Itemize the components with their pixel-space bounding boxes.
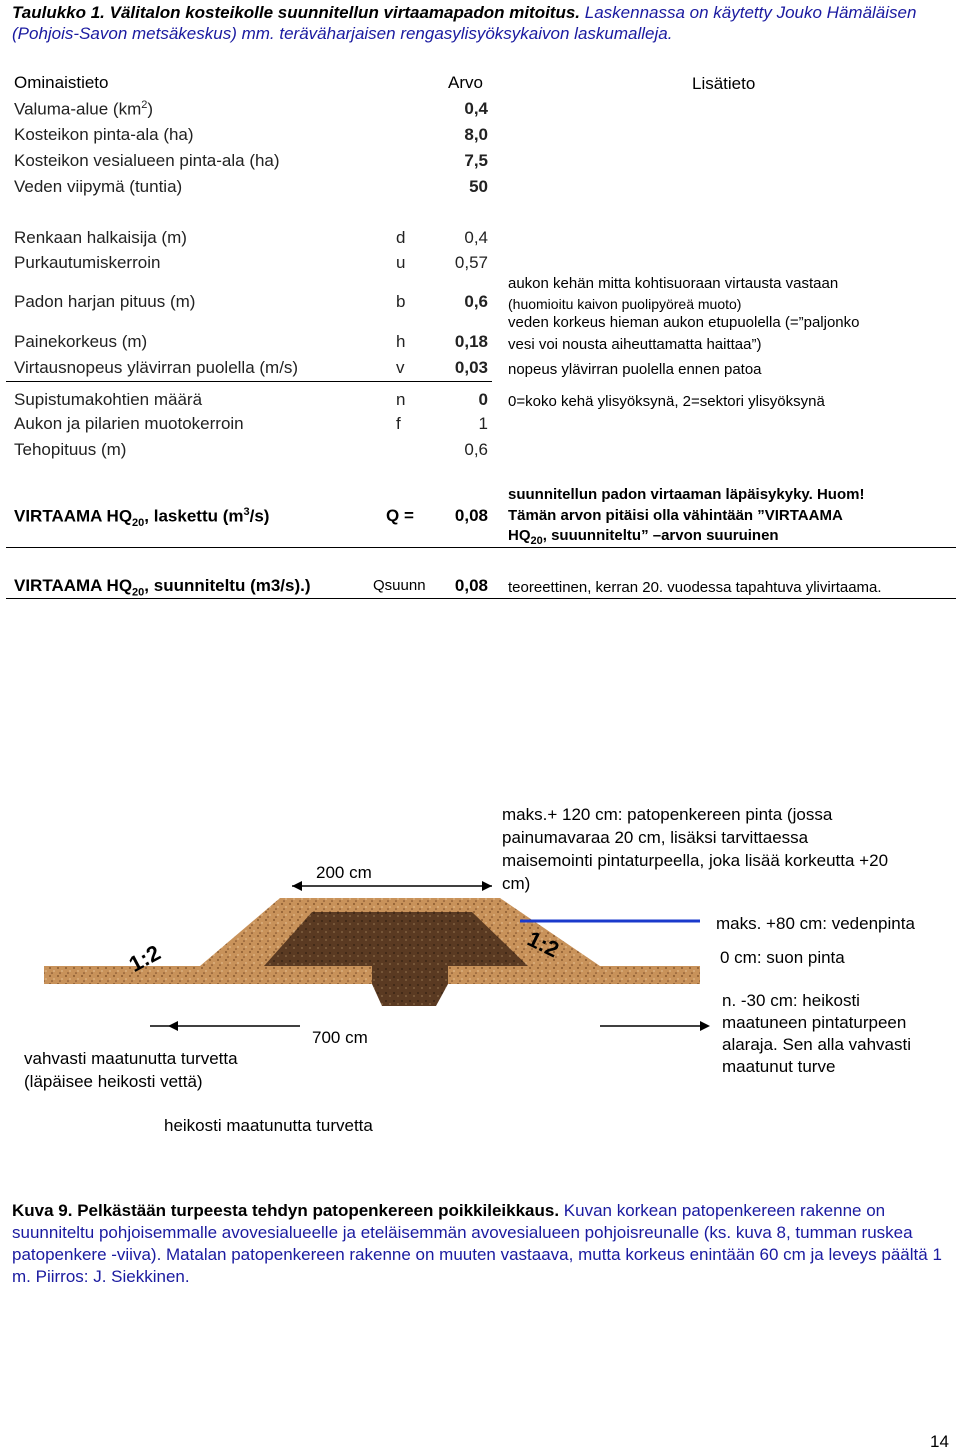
result2-value: 0,08	[454, 576, 488, 595]
row-halkaisija-symbol: d	[396, 228, 406, 247]
row-vesialue-value: 7,5	[464, 151, 488, 170]
row-paine-label: Painekorkeus (m)	[14, 332, 148, 351]
core-trench	[372, 984, 448, 1006]
header-property: Ominaistieto	[14, 73, 109, 92]
row-supistuma-symbol: n	[396, 390, 406, 409]
result2-rule	[6, 598, 956, 599]
result2-note: teoreettinen, kerran 20. vuodessa tapahtuva ylivirtaama.	[508, 579, 882, 596]
row-muotokerroin-label: Aukon ja pilarien muotokerroin	[14, 414, 244, 433]
row-supistuma-value: 0	[478, 390, 488, 409]
row-halkaisija-value: 0,4	[464, 228, 488, 247]
peat-bottom-label: n. -30 cm: heikosti maatuneen pintaturpeen alaraja. Sen alla vahvasti maatunut turve	[722, 991, 912, 1076]
figure-caption	[12, 1200, 952, 1288]
result2-label: VIRTAAMA $HQ_{20}$, suunniteltu (m3/s).)	[14, 576, 311, 599]
row-kosteikko-label: Kosteikon pinta-ala (ha)	[14, 125, 194, 144]
water-level-label: maks. +80 cm: vedenpinta	[716, 914, 915, 933]
figure-caption-text: Kuvan korkean patopenkereen rakenne on suunniteltu pohjoisemmalle avovesialueelle ja eteläisemmän avovesialueen pohjoisreunalle (ks. kuva 8, tumman ruskea patopenkere -viiva). Matalan patopenkereen rakenne on muuten vastaava, mutta korkeus enintään 60 cm ja leveys päältä 1 m. Piirros: J. Siekkinen.	[12, 1201, 942, 1286]
bog-surface-label: 0 cm: suon pinta	[720, 948, 845, 967]
row-valuma-value: 0,4	[464, 99, 488, 118]
row-nopeus-value: 0,03	[454, 358, 488, 377]
header-info: Lisätieto	[692, 74, 756, 93]
result1-note-3: $HQ_{20}$, suuunniteltu” –arvon suuruinen	[508, 527, 779, 547]
base-width-label: 700 cm	[312, 1028, 368, 1047]
result1-label: VIRTAAMA $HQ_{20}$, laskettu $(m^3/s)$	[14, 506, 270, 530]
row-muotokerroin-value: 1	[478, 414, 488, 433]
result1-note-2: Tämän arvon pitäisi olla vähintään ”VIRTAAMA	[508, 507, 843, 524]
row-paine-symbol: h	[396, 332, 406, 351]
result2-symbol: Qsuunn	[373, 577, 426, 594]
row-harja-symbol: b	[396, 292, 406, 311]
left-peat-label: vahvasti maatunutta turvetta (läpäisee heikosti vettä)	[24, 1049, 238, 1091]
row-purkautumis-value: 0,57	[454, 253, 488, 272]
row-kosteikko-value: 8,0	[464, 125, 488, 144]
row-viipyma-value: 50	[469, 177, 488, 196]
row-nopeus-label: Virtausnopeus ylävirran puolella (m/s)	[14, 358, 299, 377]
row-paine-value: 0,18	[454, 332, 488, 351]
row-paine-note-2: vesi voi nousta aiheuttamatta haittaa”)	[508, 336, 762, 353]
row-harja-note-2: (huomioitu kaivon puolipyöreä muoto)	[508, 296, 742, 312]
slope-left-label: 1:2	[124, 939, 165, 977]
row-nopeus-note: nopeus ylävirran puolella ennen patoa	[508, 361, 762, 378]
row-viipyma-label: Veden viipymä (tuntia)	[14, 177, 183, 196]
bottom-peat-label: heikosti maatunutta turvetta	[164, 1116, 373, 1135]
row-tehopituus-value: 0,6	[464, 440, 488, 459]
page-number: 14	[930, 1432, 949, 1451]
table-caption-label: Taulukko 1. Välitalon kosteikolle suunnitellun virtaamapadon mitoitus.	[12, 3, 581, 22]
row-tehopituus-label: Tehopituus (m)	[14, 440, 127, 459]
result1-value: 0,08	[454, 506, 488, 525]
result1-note-1: suunnitellun padon virtaaman läpäisykyky. Huom!	[508, 486, 865, 503]
row-paine-note-1: veden korkeus hieman aukon etupuolella (=”paljonko	[508, 314, 860, 331]
row-muotokerroin-symbol: f	[396, 414, 401, 433]
row-supistuma-label: Supistumakohtien määrä	[14, 390, 203, 409]
row-vesialue-label: Kosteikon vesialueen pinta-ala (ha)	[14, 151, 280, 170]
figure-caption-label: Kuva 9. Pelkästään turpeesta tehdyn patopenkereen poikkileikkaus.	[12, 1201, 560, 1220]
row-supistuma-note: 0=koko kehä ylisyöksynä, 2=sektori ylisyöksynä	[508, 393, 825, 410]
result1-symbol: Q =	[386, 506, 414, 525]
row-harja-value: 0,6	[464, 292, 488, 311]
row-nopeus-symbol: v	[396, 358, 405, 377]
row-harja-label: Padon harjan pituus (m)	[14, 292, 196, 311]
crest-width-label: 200 cm	[316, 863, 372, 882]
slope-right-label: 1:2	[523, 925, 564, 963]
row-halkaisija-label: Renkaan halkaisija (m)	[14, 228, 187, 247]
table-caption-text: Laskennassa on käytetty Jouko Hämäläisen (Pohjois-Savon metsäkeskus) mm. teräväharjaisen rengasylisyöksykaivon laskumalleja.	[12, 3, 917, 43]
row-harja-note-1: aukon kehän mitta kohtisuoraan virtausta vastaan	[508, 275, 839, 292]
row-purkautumis-label: Purkautumiskerroin	[14, 253, 161, 272]
row-valuma-label: Valuma-alue $(km^2)$	[14, 99, 154, 119]
header-value: Arvo	[448, 73, 483, 92]
table-caption	[12, 2, 952, 44]
figure-top-note: maks.+ 120 cm: patopenkereen pinta (jossa painumavaraa 20 cm, lisäksi tarvittaessa maisemointi pintaturpeella, joka lisää korkeutta +20 cm)	[502, 805, 889, 893]
row-purkautumis-symbol: u	[396, 253, 406, 272]
row-nopeus-rule	[6, 381, 492, 382]
result1-rule	[6, 547, 956, 548]
